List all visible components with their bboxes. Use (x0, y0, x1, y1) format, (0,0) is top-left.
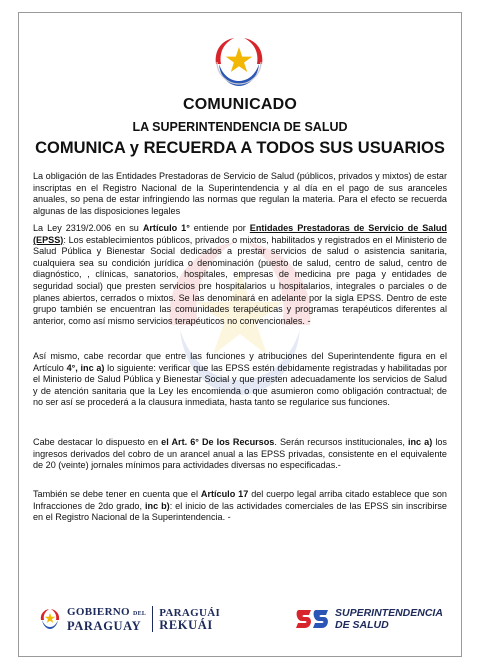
paragraph-articulo-4 (33, 351, 447, 409)
p5-text-e: : el inicio de las actividades comerciales de las EPSS sin inscribirse en el Registro Nacional de la Superintendencia. - (33, 500, 447, 523)
page-title: COMUNICADO (183, 96, 297, 113)
motto-text-block (159, 607, 220, 631)
sup-line1: SUPERINTENDENCIA (335, 607, 443, 619)
gob-line1: GOBIERNO (67, 606, 130, 618)
p5-article-ref: Artículo 17 (200, 489, 249, 499)
p4-inc-ref: inc a) (407, 437, 433, 447)
ss-logo-icon (296, 606, 330, 632)
tricolor-star-logo-icon (38, 607, 62, 631)
gob-del: DEL (132, 611, 147, 617)
p4-text-e: los ingresos derivados del cobro de un arancel anual a las EPSS privadas, consistente en el equivalente de 20 (veinte) jornales mínimos para actividades diversas no especificadas.- (33, 437, 447, 471)
paragraph-ley-articulo-1 (33, 223, 447, 327)
p4-article-ref: el Art. 6° De los Recursos (161, 437, 275, 447)
sup-line2: DE SALUD (335, 619, 389, 631)
p5-text-a: También se debe tener en cuenta que el (33, 489, 201, 499)
p2-epss-term: Entidades Prestadoras de Servicio de Salud (EPSS) (33, 223, 447, 245)
page-subtitle: LA SUPERINTENDENCIA DE SALUD (132, 120, 348, 134)
gobierno-paraguay-logo (38, 604, 220, 634)
p2-text-a: La Ley 2319/2.006 en su (33, 223, 143, 233)
motto-line2: REKUÁI (159, 618, 213, 632)
p2-text-e: : Los establecimientos públicos, privados o mixtos, habilitados y registrados en el Ministerio de Salud Pública y Bienestar Social dedicados a prestar servicios de salud o asistencia sanitaria, cualquiera sea su condición jurídica o denominación (puesto de salud, centro de salud, centro de diagnóstico, , clínicas, sanatorios, hospitales, empresas de medicina pre paga y entidades de seguridad social) que presten servicios pre hospitalarios u hospitalarios, integrales o parciales o de planes abiertos, cerrados o mixtos. Se las denominará en adelante por la sigla EPSS. Dentro de este grupo también se encuentran las comunidades terapéuticas y programas terapéuticos diferentes al anterior, como así mismo servicios terapéuticos no convencionales. - (33, 234, 447, 326)
p5-inc-ref: inc b) (144, 500, 170, 511)
footer-divider (152, 606, 153, 632)
p4-text-a: Cabe destacar lo dispuesto en (33, 437, 162, 447)
p3-text-a: Así mismo, cabe recordar que entre las funciones y atribuciones del Superintendente figura en el Artículo (33, 351, 447, 373)
paragraph-articulo-17 (33, 489, 447, 524)
p3-article-ref: 4°, inc a) (66, 362, 105, 373)
sup-text-block (335, 607, 443, 631)
p5-text-c: del cuerpo legal arriba citado establece que son Infracciones de 2do grado, (33, 489, 447, 511)
paragraph-articulo-6 (33, 437, 447, 472)
page-headline: COMUNICA y RECUERDA A TODOS SUS USUARIOS (35, 139, 445, 157)
p2-article-ref: Artículo 1° (142, 223, 190, 233)
superintendencia-logo (296, 604, 443, 634)
p2-text-c: entiende por (189, 223, 250, 233)
tricolor-star-seal-icon (208, 34, 270, 90)
gob-line2: PARAGUAY (67, 619, 142, 633)
paragraph-obligation: La obligación de las Entidades Prestadoras de Servicio de Salud (públicos, privados y mixtos) de estar inscriptas en el Registro Nacional de la Superintendencia y al día en el pago de sus aranceles anuales, so pena de estar infringiendo las normas que regulan la materia. Para el efecto se recuerda algunas de las disposiciones legales (33, 171, 447, 216)
gob-text-block (67, 606, 146, 632)
motto-line1: PARAGUÁI (159, 607, 221, 619)
p3-text-c: lo siguiente: verificar que las EPSS estén debidamente registradas y habilitadas por el Ministerio de Salud Pública y Bienestar Social y que presten adecuadamente los servicios de Salud y de atención sanitaria que la Ley les encomienda o que asumieron como obligación contractual; de no ser así se procederá a la clausura inmediata, hasta tanto se regularice sus funciones. (33, 362, 448, 408)
gob-line1-row (67, 606, 146, 620)
p4-text-c: . Serán recursos institucionales, (274, 437, 408, 447)
